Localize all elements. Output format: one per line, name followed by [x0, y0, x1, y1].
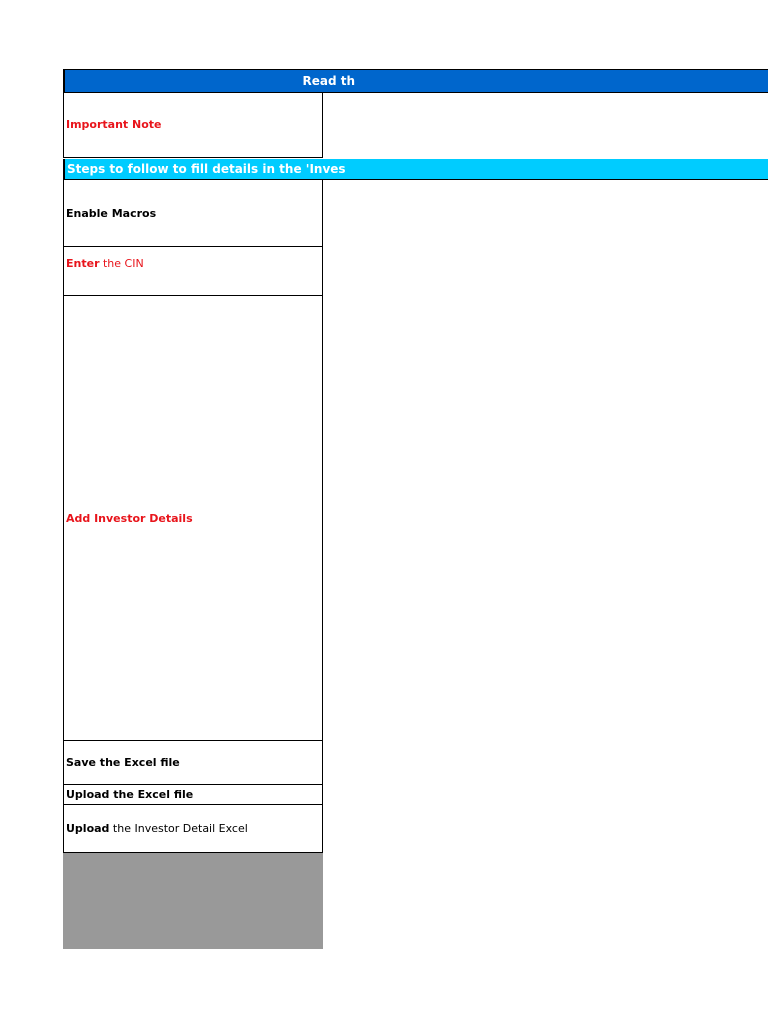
- title-cell[interactable]: [63, 70, 355, 92]
- important-note-label: Important Note: [66, 118, 162, 131]
- upload-detail-bold: Upload: [66, 822, 110, 835]
- steps-heading-cell[interactable]: [63, 159, 346, 179]
- grey-filler-block: [63, 853, 323, 949]
- steps-heading-text: Steps to follow to fill details in the 'Inves: [67, 162, 346, 176]
- important-note-cell[interactable]: [63, 92, 323, 158]
- steps-heading-bar: [63, 159, 768, 180]
- save-excel-cell[interactable]: [63, 741, 323, 785]
- enter-cin-rest: the CIN: [99, 257, 144, 270]
- upload-excel-label: Upload the Excel file: [66, 788, 194, 801]
- enter-cin-cell[interactable]: [63, 247, 323, 296]
- add-investor-details-cell[interactable]: [63, 296, 323, 741]
- enable-macros-cell[interactable]: [63, 180, 323, 247]
- add-investor-details-label: Add Investor Details: [66, 511, 193, 525]
- enable-macros-label: Enable Macros: [66, 206, 157, 220]
- save-excel-label: Save the Excel file: [66, 756, 180, 769]
- enter-cin-bold: Enter: [66, 257, 100, 270]
- upload-detail-rest: the Investor Detail Excel: [109, 822, 248, 835]
- instructions-title-bar: [63, 69, 768, 93]
- upload-excel-cell[interactable]: [63, 785, 323, 805]
- upload-investor-detail-cell[interactable]: [63, 805, 323, 853]
- title-text: Read th: [302, 74, 355, 88]
